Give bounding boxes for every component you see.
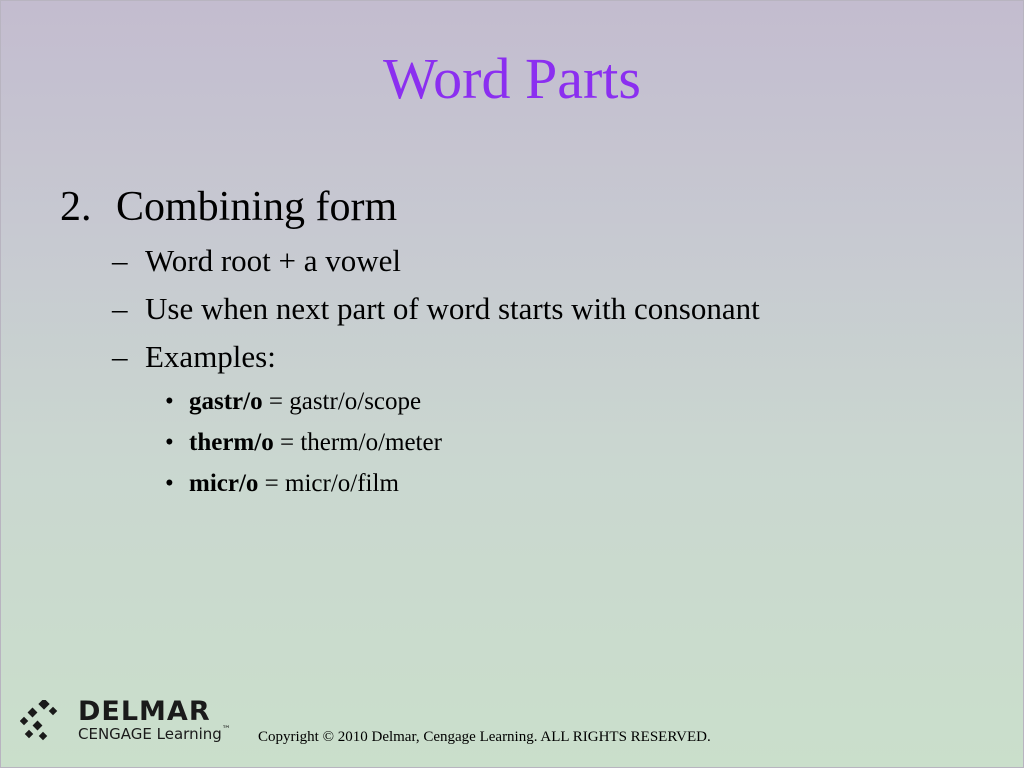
sub-point [112, 339, 990, 375]
sub-point-text: Use when next part of word starts with consonant [145, 291, 760, 326]
sub-point-marker: – [112, 291, 128, 326]
sub-point-marker: – [112, 339, 128, 374]
main-point [60, 183, 990, 231]
example-item [165, 387, 990, 416]
copyright-notice: Copyright © 2010 Delmar, Cengage Learning. ALL RIGHTS RESERVED. [258, 729, 711, 745]
example-term: micr/o [189, 470, 259, 497]
delmar-logo-mark-icon [20, 700, 70, 744]
main-point-text: Combining form [116, 184, 398, 230]
example-term: gastr/o [189, 388, 263, 415]
example-separator: = [262, 388, 290, 415]
delmar-cengage-logo [20, 698, 250, 746]
slide-content [60, 183, 990, 498]
bullet-marker: • [165, 470, 174, 497]
logo-delmar-text: DELMAR [78, 696, 211, 727]
example-item [165, 469, 990, 498]
example-term: therm/o [189, 429, 274, 456]
bullet-marker: • [165, 429, 174, 456]
sub-point-marker: – [112, 243, 128, 278]
example-word: therm/o/meter [300, 429, 442, 456]
example-separator: = [273, 429, 301, 456]
example-separator: = [258, 470, 286, 497]
example-word: gastr/o/scope [289, 388, 422, 415]
logo-cengage-text [78, 725, 231, 743]
sub-point-text: Examples: [145, 339, 276, 374]
sub-point [112, 291, 990, 327]
logo-cengage-label: CENGAGE Learning [78, 725, 222, 743]
example-item [165, 428, 990, 457]
sub-point-text: Word root + a vowel [145, 243, 402, 278]
slide-title: Word Parts [383, 46, 641, 111]
logo-trademark: ™ [221, 725, 231, 735]
sub-point [112, 243, 990, 279]
main-point-number: 2. [60, 184, 92, 230]
bullet-marker: • [165, 388, 174, 415]
example-word: micr/o/film [285, 470, 399, 497]
